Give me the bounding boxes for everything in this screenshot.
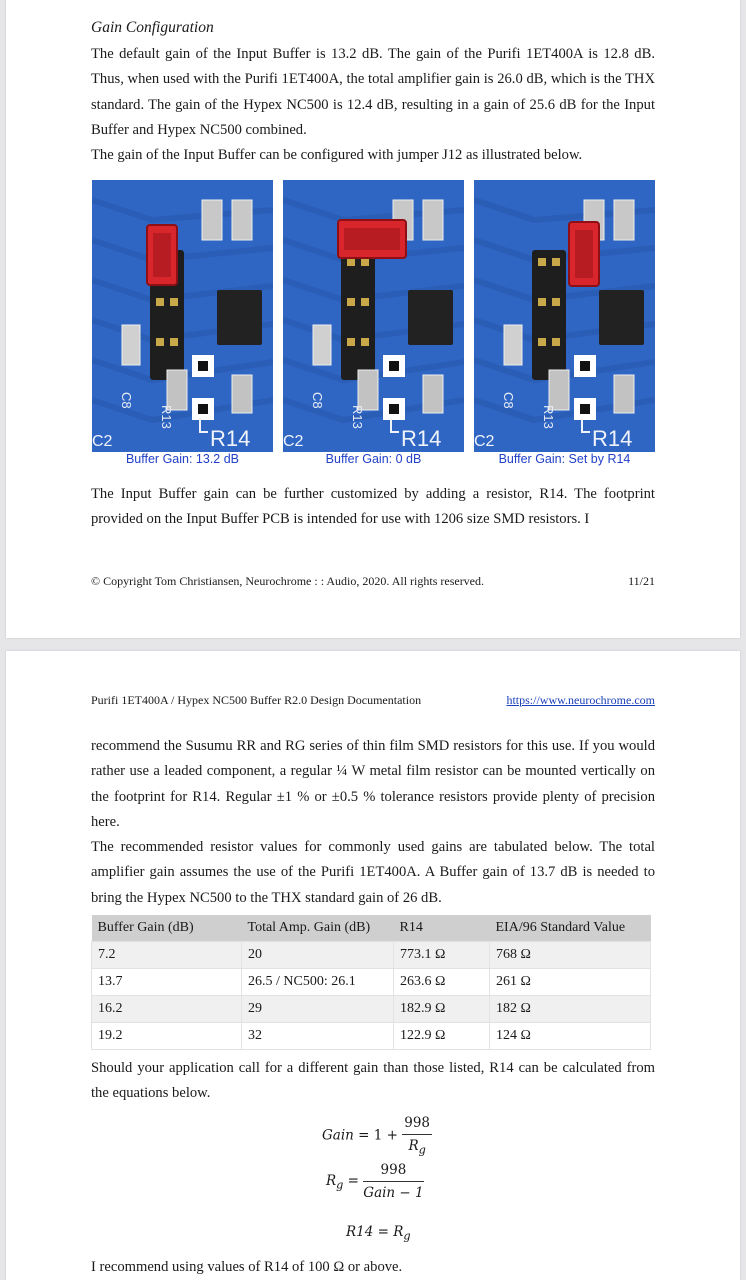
eq-lhs: R14 = R [346, 1224, 404, 1240]
svg-text:R13: R13 [541, 405, 556, 429]
eq-lhs-sub: g [336, 1178, 344, 1192]
caption-0db: Buffer Gain: 0 dB [325, 452, 422, 466]
page-12 [6, 651, 740, 1280]
cell: 122.9 Ω [394, 1023, 490, 1050]
col-r14: R14 [394, 915, 490, 942]
eq-lhs: R [326, 1173, 337, 1189]
website-link[interactable]: https://www.neurochrome.com [506, 693, 655, 707]
eq-numerator: 998 [363, 1162, 423, 1182]
paragraph-gain-intro: The default gain of the Input Buffer is 13.2 dB. The gain of the Purifi 1ET400A is 12.8 dB. Thus, when used with the Purifi 1ET400A, the total amplifier gain is 26.0 dB, which is the THX standard. The gain of the Hypex NC500 is 12.4 dB, resulting in a gain of 25.6 dB for the Input Buffer and Hypex NC500 combined. [91, 46, 655, 138]
cell: 124 Ω [490, 1023, 651, 1050]
paragraph-resistor-recommend: recommend the Susumu RR and RG series of thin film SMD resistors for this use. If you would rather use a leaded component, a regular ¼ W metal film resistor can be mounted vertically on the footprint for R14. Regular ±1 % or ±0.5 % tolerance resistors provide plenty of precision here. [91, 738, 655, 830]
cell: 773.1 Ω [394, 942, 490, 969]
eq-den-sub: g [418, 1143, 426, 1157]
photo-gain-r14 [474, 180, 655, 452]
cell: 19.2 [92, 1023, 242, 1050]
svg-text:R13: R13 [350, 405, 365, 429]
table-row [92, 996, 651, 1023]
pcb-illustration [474, 180, 655, 452]
eq-sign: = [347, 1173, 359, 1189]
jumper-photos [92, 180, 656, 452]
cell: 20 [242, 942, 394, 969]
eq-denominator [402, 1135, 432, 1157]
eq-sign: = 1 + [358, 1127, 398, 1144]
equation-rg [326, 1162, 424, 1201]
copyright-text: © Copyright Tom Christiansen, Neurochrome : : Audio, 2020. All rights reserved. [91, 574, 485, 588]
eq-lhs: Gain [322, 1127, 354, 1144]
eq-fraction [363, 1162, 423, 1201]
pcb-illustration [92, 180, 273, 452]
equation-r14 [346, 1224, 411, 1243]
page-11 [6, 0, 740, 638]
svg-text:C2: C2 [283, 433, 304, 450]
page-footer [91, 574, 655, 589]
cell: 16.2 [92, 996, 242, 1023]
eq-fraction [402, 1115, 432, 1157]
paragraph-equations-intro: Should your application call for a different gain than those listed, R14 can be calculated from the equations below. [91, 1060, 655, 1102]
table-row [92, 942, 651, 969]
svg-text:C8: C8 [310, 392, 325, 409]
photo-gain-13-2db [92, 180, 273, 452]
svg-text:R14: R14 [401, 426, 442, 451]
cell: 263.6 Ω [394, 969, 490, 996]
eq-den-text: R [408, 1138, 419, 1154]
col-eia96: EIA/96 Standard Value [490, 915, 651, 942]
paragraph-r14: The Input Buffer gain can be further customized by adding a resistor, R14. The footprint provided on the Input Buffer PCB is intended for use with 1206 size SMD resistors. I [91, 486, 655, 528]
col-buffer-gain: Buffer Gain (dB) [92, 915, 242, 942]
svg-text:R14: R14 [592, 426, 633, 451]
section-heading: Gain Configuration [91, 19, 214, 36]
svg-text:C8: C8 [119, 392, 134, 409]
svg-text:C2: C2 [92, 433, 113, 450]
paragraph-jumper: The gain of the Input Buffer can be configured with jumper J12 as illustrated below. [91, 147, 583, 163]
equation-gain [322, 1115, 432, 1157]
paragraph-table-intro: The recommended resistor values for commonly used gains are tabulated below. The total amplifier gain assumes the use of the Purifi 1ET400A. A Buffer gain of 13.7 dB is needed to bring the Hypex NC500 to the THX standard gain of 26 dB. [91, 839, 655, 906]
eq-lhs-sub: g [403, 1229, 411, 1243]
page-number: 11/21 [628, 574, 655, 588]
cell: 7.2 [92, 942, 242, 969]
eq-numerator: 998 [402, 1115, 432, 1135]
caption-r14: Buffer Gain: Set by R14 [498, 452, 631, 466]
table-header-row [92, 915, 651, 942]
svg-text:R14: R14 [210, 426, 251, 451]
cell: 768 Ω [490, 942, 651, 969]
svg-text:C2: C2 [474, 433, 495, 450]
document-title: Purifi 1ET400A / Hypex NC500 Buffer R2.0 Design Documentation [91, 693, 422, 707]
pcb-illustration [283, 180, 464, 452]
cell: 32 [242, 1023, 394, 1050]
photo-gain-0db [283, 180, 464, 452]
cell: 182.9 Ω [394, 996, 490, 1023]
cell: 29 [242, 996, 394, 1023]
cell: 13.7 [92, 969, 242, 996]
paragraph-r14-minimum: I recommend using values of R14 of 100 Ω or above. [91, 1259, 403, 1275]
cell: 26.5 / NC500: 26.1 [242, 969, 394, 996]
cell: 182 Ω [490, 996, 651, 1023]
svg-text:R13: R13 [159, 405, 174, 429]
caption-13-2db: Buffer Gain: 13.2 dB [125, 452, 240, 466]
col-total-gain: Total Amp. Gain (dB) [242, 915, 394, 942]
resistor-table [91, 915, 651, 1050]
table-row [92, 969, 651, 996]
eq-denominator: Gain − 1 [363, 1185, 424, 1201]
cell: 261 Ω [490, 969, 651, 996]
page-header [91, 693, 655, 708]
svg-text:C8: C8 [501, 392, 516, 409]
table-row [92, 1023, 651, 1050]
